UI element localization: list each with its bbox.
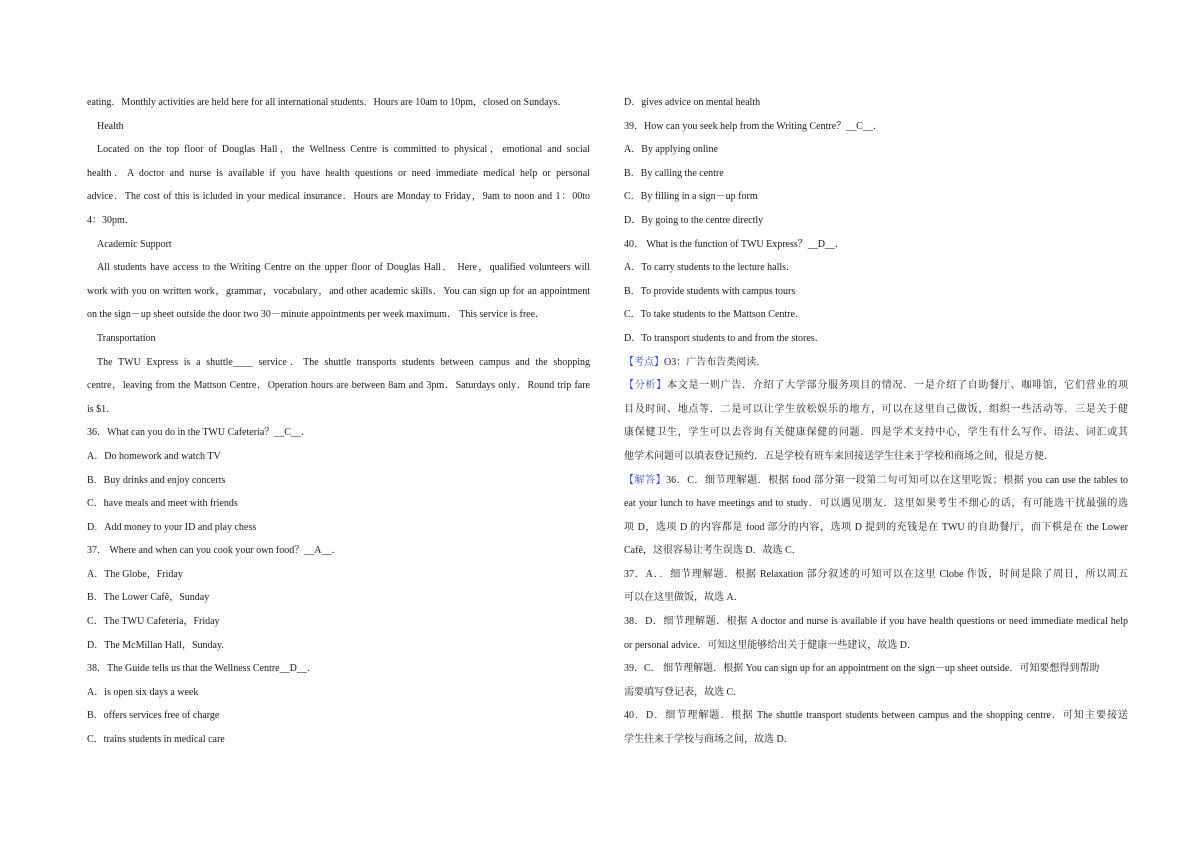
line-text: 36．What can you do in the TWU Cafeteria？: [87, 427, 275, 439]
answer-blank: __D__: [807, 238, 835, 250]
line-text: B．The Lower Cafȇ，Sunday: [87, 592, 210, 604]
line-text: health．A doctor and nurse is available if you have health questions or need immediate medical help or personal: [87, 167, 590, 179]
text-line: [624, 539, 1128, 563]
line-text: A．is open six days a week: [87, 686, 199, 698]
answer-blank: __C__: [846, 120, 873, 132]
text-line: [624, 185, 1128, 209]
text-line: [87, 280, 590, 304]
line-text: Academic Support: [97, 238, 172, 250]
text-line: [87, 115, 590, 139]
text-line: [87, 138, 590, 162]
text-line: [87, 634, 590, 658]
line-text: is $1．: [87, 403, 117, 415]
line-text: on the sign－up sheet outside the door two 30－minute appointments per week maximum． This service is free．: [87, 309, 546, 321]
line-text: 4：30pm．: [87, 214, 135, 226]
line-text: C．have meals and meet with friends: [87, 498, 238, 510]
section-tag: 【解答】: [624, 474, 667, 486]
text-line: [87, 469, 590, 493]
line-punctuation: ．: [306, 663, 317, 675]
line-punctuation: ．: [835, 238, 845, 250]
line-text: D．By going to the centre directly: [624, 214, 764, 226]
line-text: Cafȇ，这很容易让考生误选 D．故选 C．: [624, 545, 802, 557]
text-line: [87, 256, 590, 280]
line-text: centre，leaving from the Mattson Centre．Operation hours are between 8am and 3pm．Saturdays only．Round trip fare: [87, 380, 590, 392]
line-text: 36．C．细节理解题．根据 food 部分第一段第二句可知可以在这里吃饭；根据 you can use the tables to: [666, 474, 1128, 486]
text-line: [87, 398, 590, 422]
line-punctuation: ．: [872, 120, 883, 132]
line-text: or personal advice．可知这里能够给出关于健康一些建议，故选 D．: [624, 639, 918, 651]
text-line: [624, 351, 1128, 375]
text-line: [624, 704, 1128, 728]
text-line: [624, 586, 1128, 610]
line-text: Located on the top floor of Douglas Hall，the Wellness Centre is committed to physical，emotional and social: [97, 144, 590, 156]
text-line: [624, 256, 1128, 280]
line-text: 可以在这里做饭，故选 A．: [624, 592, 744, 604]
text-line: [624, 209, 1128, 233]
text-line: [624, 327, 1128, 351]
line-text: 38．The Guide tells us that the Wellness Centre: [87, 663, 280, 675]
right-column: [624, 91, 1128, 752]
line-text: 38．D．细节理解题．根据 A doctor and nurse is available if you have health questions or need immediate medical help: [624, 616, 1128, 628]
text-line: [87, 209, 590, 233]
line-text: Transportation: [97, 332, 156, 344]
line-text: advice．The cost of this is icluded in your medical insurance．Hours are Monday to Friday，9am to noon and 1：00to: [87, 191, 590, 203]
text-line: [87, 681, 590, 705]
text-line: [624, 492, 1128, 516]
text-line: [624, 469, 1128, 493]
line-text: 39．C． 细节理解题．根据 You can sign up for an appointment on the sign－up sheet outside．可知要想得到帮助: [624, 663, 1100, 675]
answer-blank: __C__: [274, 427, 301, 439]
text-line: [87, 162, 590, 186]
line-text: Health: [97, 120, 124, 132]
text-line: [624, 445, 1128, 469]
text-line: [87, 303, 590, 327]
line-text: The TWU Express is a shuttle____ service．The shuttle transports students between campus and the shopping: [97, 356, 590, 368]
text-line: [87, 91, 590, 115]
line-text: eating．Monthly activities are held here for all international students．Hours are 10am to 10pm，closed on Sundays．: [87, 97, 568, 108]
text-line: [624, 634, 1128, 658]
text-line: [624, 233, 1128, 257]
text-line: [87, 563, 590, 587]
line-text: A．To carry students to the lecture halls．: [624, 262, 797, 274]
line-text: 40． What is the function of TWU Express？: [624, 238, 808, 250]
line-punctuation: ．: [300, 427, 311, 439]
text-line: [87, 421, 590, 445]
text-line: [624, 563, 1128, 587]
text-line: [624, 610, 1128, 634]
text-line: [87, 610, 590, 634]
text-line: [624, 516, 1128, 540]
text-line: [87, 374, 590, 398]
line-text: C．The TWU Cafeteria，Friday: [87, 616, 220, 628]
line-text: 项 D，选项 D 的内容都是 food 部分的内容，选项 D 提到的充钱是在 TWU 的自助餐厅，而下棋是在 the Lower: [624, 521, 1128, 533]
line-text: D．To transport students to and from the stores．: [624, 332, 825, 344]
section-tag: 【分析】: [624, 380, 667, 392]
line-text: D．gives advice on mental health: [624, 97, 761, 108]
line-text: 康保健卫生，学生可以去咨询有关健康保健的问题．四是学术支持中心，学生有什么写作、语法、词汇或其: [624, 427, 1128, 439]
left-column: [87, 91, 590, 752]
text-line: [624, 657, 1128, 681]
line-text: A．Do homework and watch TV: [87, 450, 221, 462]
text-line: [624, 728, 1128, 752]
line-text: 本文是一则广告．介绍了大学部分服务项目的情况．一是介绍了自助餐厅、咖啡馆，它们营业的项: [666, 380, 1128, 392]
line-text: C．trains students in medical care: [87, 734, 225, 746]
line-text: 39．How can you seek help from the Writing Centre？: [624, 120, 847, 132]
text-line: [87, 704, 590, 728]
line-text: D．Add money to your ID and play chess: [87, 521, 257, 533]
line-text: C．By filling in a sign－up form: [624, 191, 758, 203]
line-text: C．To take students to the Mattson Centre．: [624, 309, 805, 321]
text-line: [87, 351, 590, 375]
text-line: [87, 185, 590, 209]
text-line: [624, 91, 1128, 115]
text-line: [87, 233, 590, 257]
text-line: [87, 728, 590, 752]
line-text: 37． Where and when can you cook your own food？: [87, 545, 305, 557]
text-line: [624, 280, 1128, 304]
line-text: B．Buy drinks and enjoy concerts: [87, 474, 226, 486]
text-line: [87, 445, 590, 469]
section-tag: 【考点】: [624, 356, 664, 368]
answer-blank: __A__: [304, 545, 332, 557]
text-line: [624, 303, 1128, 327]
text-line: [624, 374, 1128, 398]
text-line: [624, 138, 1128, 162]
text-line: [87, 539, 590, 563]
line-text: 需要填写登记表，故选 C．: [624, 686, 744, 698]
line-text: work with you on written work，grammar，vocabulary，and other academic skills．You can sign up for an appointment: [87, 285, 590, 297]
text-line: [87, 327, 590, 351]
text-line: [87, 492, 590, 516]
text-line: [624, 162, 1128, 186]
line-text: B．By calling the centre: [624, 167, 724, 179]
text-line: [87, 657, 590, 681]
answer-blank: __D__: [279, 663, 307, 675]
text-line: [87, 516, 590, 540]
line-text: D．The McMillan Hall，Sunday.: [87, 639, 224, 651]
line-text: 37．A．．细节理解题．根据 Relaxation 部分叙述的可知可以在这里 Clobe 作饭，时间是除了周日，所以周五: [624, 568, 1128, 580]
text-line: [87, 586, 590, 610]
text-line: [624, 115, 1128, 139]
line-text: B．To provide students with campus tours: [624, 285, 796, 297]
line-text: All students have access to the Writing Centre on the upper floor of Douglas Hall． Here，qualified volunteers will: [97, 262, 590, 274]
line-text: 学生往来于学校与商场之间，故选 D．: [624, 734, 794, 746]
line-text: 目及时间、地点等．二是可以让学生放松娱乐的地方，可以在这里自己做饭，组织一些活动等．三是关于健: [624, 403, 1128, 415]
line-text: 他学术问题可以填表登记预约．五是学校有班车来回接送学生往来于学校和商场之间，很是方便．: [624, 450, 1054, 462]
text-line: [624, 681, 1128, 705]
line-text: B．offers services free of charge: [87, 710, 220, 722]
line-text: A．By applying online: [624, 144, 718, 156]
line-text: A．The Globe，Friday: [87, 568, 183, 580]
line-text: O3：广告布告类阅读．: [664, 356, 767, 368]
line-text: eat your lunch to have meetings and to study．可以遇见朋友．这里如果考生不细心的话，有可能选干扰最强的选: [624, 498, 1128, 510]
line-text: 40．D．细节理解题．根据 The shuttle transport students between campus and the shopping centre．可知主要接送: [624, 710, 1128, 722]
text-line: [624, 421, 1128, 445]
text-line: [624, 398, 1128, 422]
line-punctuation: ．: [331, 545, 342, 557]
